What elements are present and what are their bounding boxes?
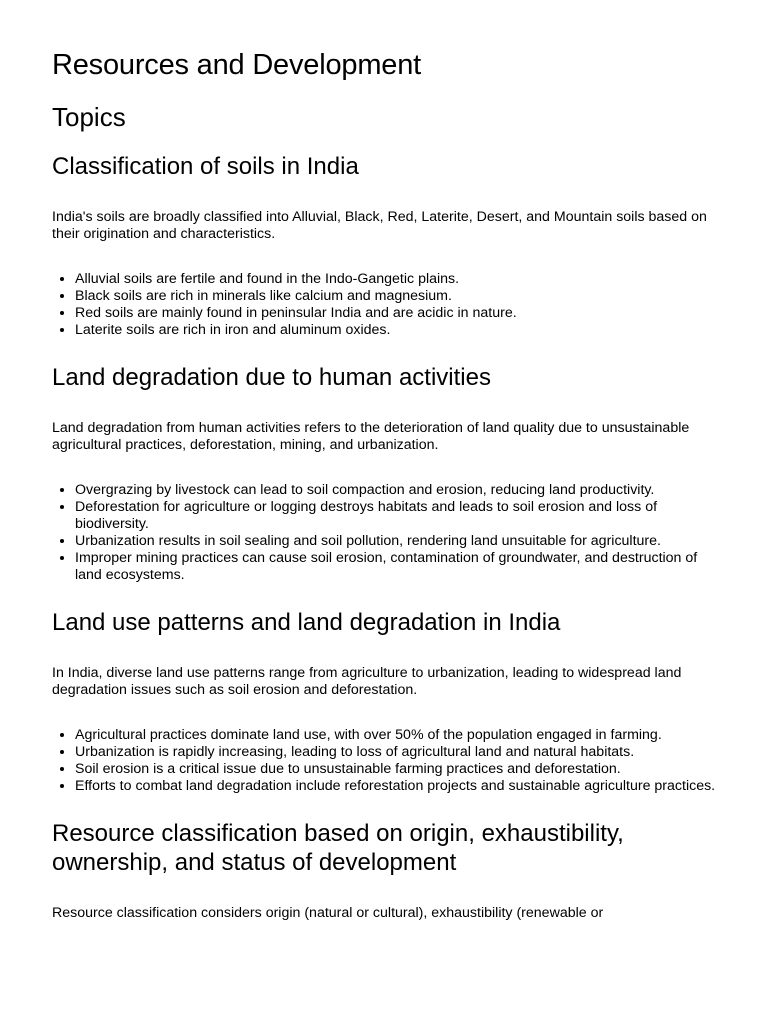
section-summary: Land degradation from human activities refers to the deterioration of land quality due to unsustainable agricultural practices, deforestation, mining, and urbanization.	[52, 420, 690, 453]
section-heading: Resource classification based on origin, exhaustibility, ownership, and status of development	[52, 820, 624, 876]
topics-heading: Topics	[52, 102, 126, 132]
section-soil-classification	[52, 152, 716, 339]
list-item: • Agricultural practices dominate land use, with over 50% of the population engaged in farming.	[75, 727, 716, 744]
list-item: • Improper mining practices can cause soil erosion, contamination of groundwater, and destruction of land ecosystems.	[75, 550, 716, 584]
list-item: • Overgrazing by livestock can lead to soil compaction and erosion, reducing land productivity.	[75, 482, 716, 499]
page-title: Resources and Development	[52, 49, 421, 81]
section-heading: Land use patterns and land degradation in India	[52, 609, 561, 636]
section-land-degradation-human	[52, 363, 716, 584]
list-item: • Urbanization is rapidly increasing, leading to loss of agricultural land and natural habitats.	[75, 744, 716, 761]
section-resource-classification	[52, 819, 716, 922]
section-heading: Classification of soils in India	[52, 153, 359, 180]
bullet-list	[52, 482, 716, 584]
list-item: • Efforts to combat land degradation include reforestation projects and sustainable agriculture practices.	[75, 778, 716, 795]
list-item: • Black soils are rich in minerals like calcium and magnesium.	[75, 288, 716, 305]
section-summary: India's soils are broadly classified into Alluvial, Black, Red, Laterite, Desert, and Mountain soils based on their origination and characteristics.	[52, 209, 707, 242]
list-item: • Urbanization results in soil sealing and soil pollution, rendering land unsuitable for agriculture.	[75, 533, 716, 550]
section-summary: Resource classification considers origin (natural or cultural), exhaustibility (renewable or	[52, 905, 604, 921]
list-item: • Red soils are mainly found in peninsular India and are acidic in nature.	[75, 305, 716, 322]
list-item: • Soil erosion is a critical issue due to unsustainable farming practices and deforestation.	[75, 761, 716, 778]
bullet-list	[52, 727, 716, 795]
list-item: • Laterite soils are rich in iron and aluminum oxides.	[75, 322, 716, 339]
section-land-use-patterns	[52, 608, 716, 795]
section-heading: Land degradation due to human activities	[52, 364, 491, 391]
section-summary: In India, diverse land use patterns range from agriculture to urbanization, leading to widespread land degradation issues such as soil erosion and deforestation.	[52, 665, 682, 698]
list-item: • Deforestation for agriculture or logging destroys habitats and leads to soil erosion and loss of biodiversity.	[75, 499, 716, 533]
list-item: • Alluvial soils are fertile and found in the Indo-Gangetic plains.	[75, 271, 716, 288]
bullet-list	[52, 271, 716, 339]
